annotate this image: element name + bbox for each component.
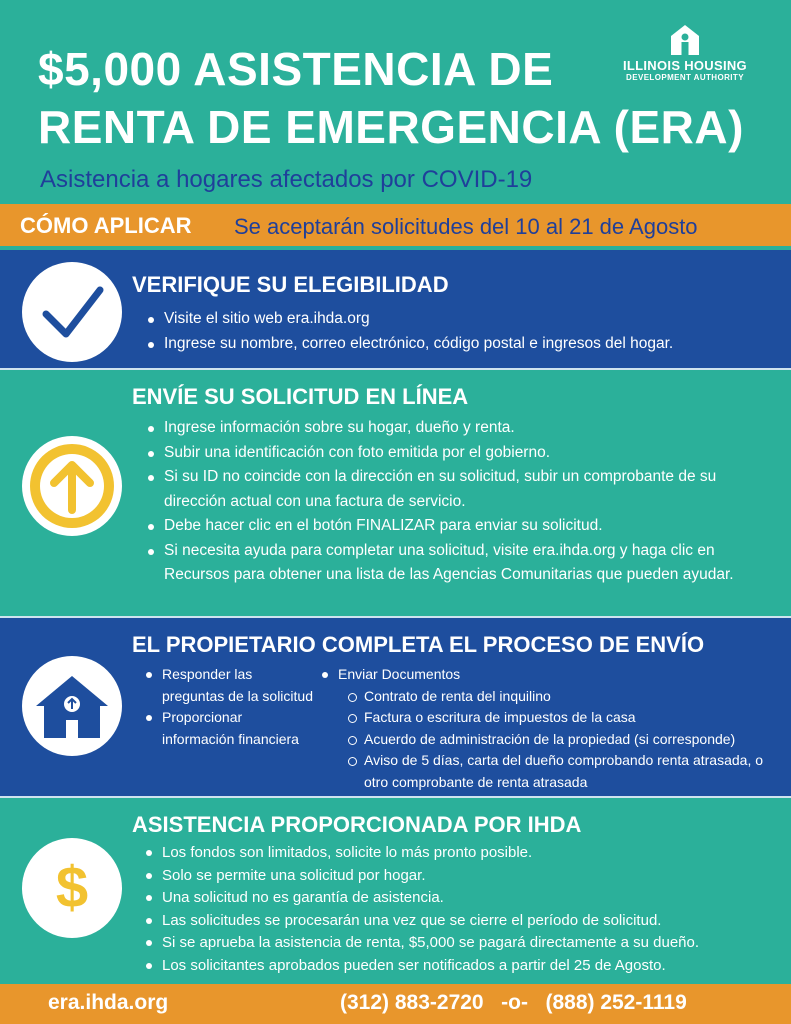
submit-list — [146, 416, 766, 588]
title-line-2: RENTA DE EMERGENCIA (ERA) — [38, 101, 744, 153]
list-item: Los solicitantes aprobados pueden ser notificados a partir del 25 de Agosto. — [144, 955, 784, 978]
assistance-list — [144, 842, 784, 977]
landlord-title: EL PROPIETARIO COMPLETA EL PROCESO DE ENVÍO — [132, 632, 705, 657]
sub-list-item: Acuerdo de administración de la propiedad (si corresponde) — [346, 729, 790, 751]
list-item: Debe hacer clic en el botón FINALIZAR para enviar su solicitud. — [146, 514, 766, 539]
checkmark-icon — [22, 262, 122, 362]
phone-number-1[interactable]: (312) 883-2720 — [340, 991, 484, 1014]
logo-line-2: DEVELOPMENT AUTHORITY — [626, 73, 744, 82]
how-to-apply-bar — [0, 204, 791, 246]
assistance-title: ASISTENCIA PROPORCIONADA POR IHDA — [132, 812, 582, 837]
phone-separator: -o- — [501, 991, 528, 1014]
ihda-logo — [610, 24, 760, 82]
landlord-section — [0, 618, 791, 796]
list-item: Responder las preguntas de la solicitud — [144, 664, 314, 707]
list-item: Las solicitudes se procesarán una vez que se cierre el período de solicitud. — [144, 910, 784, 933]
list-item: Subir una identificación con foto emitida por el gobierno. — [146, 441, 766, 466]
sub-list-item: Aviso de 5 días, carta del dueño comprobando renta atrasada, o otro comprobante de renta atrasada — [346, 750, 790, 793]
docs-label: Enviar Documentos — [338, 666, 461, 682]
list-item: Si necesita ayuda para completar una solicitud, visite era.ihda.org y haga clic en Recursos para obtener una lista de las Agencias Comunitarias que pueden ayudar. — [146, 539, 766, 588]
assistance-icon-circle — [22, 838, 122, 938]
landlord-left-list — [144, 664, 314, 750]
arrow-up-icon — [22, 436, 122, 536]
list-item: Los fondos son limitados, solicite lo más pronto posible. — [144, 842, 784, 865]
house-logo-icon — [670, 24, 700, 56]
eligibility-list — [146, 307, 776, 356]
list-item: Proporcionar información financiera — [144, 707, 314, 750]
list-item: Ingrese su nombre, correo electrónico, código postal e ingresos del hogar. — [146, 332, 776, 357]
phone-number-2[interactable]: (888) 252-1119 — [545, 991, 687, 1014]
eligibility-title: VERIFIQUE SU ELEGIBILIDAD — [132, 272, 449, 297]
eligibility-icon-circle — [22, 262, 122, 362]
application-dates: Se aceptarán solicitudes del 10 al 21 de Agosto — [234, 214, 698, 239]
list-item: Una solicitud no es garantía de asistencia. — [144, 887, 784, 910]
landlord-docs-list — [320, 664, 790, 793]
docs-sublist — [338, 686, 790, 794]
how-to-apply-label: CÓMO APLICAR — [20, 213, 192, 238]
assistance-section — [0, 798, 791, 984]
title-line-1: $5,000 ASISTENCIA DE — [38, 43, 554, 95]
footer-bar — [0, 984, 791, 1024]
landlord-icon-circle — [22, 656, 122, 756]
list-item — [320, 664, 790, 793]
list-item: Si su ID no coincide con la dirección en su solicitud, subir un comprobante de su dirección actual con una factura de servicio. — [146, 465, 766, 514]
dollar-sign-icon: $ — [55, 855, 89, 920]
list-item: Ingrese información sobre su hogar, dueño y renta. — [146, 416, 766, 441]
logo-line-1: ILLINOIS HOUSING — [623, 58, 747, 73]
eligibility-section — [0, 250, 791, 368]
list-item: Si se aprueba la asistencia de renta, $5,000 se pagará directamente a su dueño. — [144, 932, 784, 955]
footer-website-link[interactable]: era.ihda.org — [48, 991, 169, 1014]
sub-list-item: Contrato de renta del inquilino — [346, 686, 790, 708]
header — [0, 0, 791, 200]
submit-icon-circle — [22, 436, 122, 536]
footer-phones — [340, 991, 687, 1015]
submit-title: ENVÍE SU SOLICITUD EN LÍNEA — [132, 384, 469, 409]
list-item: Solo se permite una solicitud por hogar. — [144, 865, 784, 888]
house-icon — [22, 656, 122, 756]
submit-section — [0, 370, 791, 616]
page-subtitle: Asistencia a hogares afectados por COVID-19 — [40, 166, 533, 193]
sub-list-item: Factura o escritura de impuestos de la casa — [346, 707, 790, 729]
list-item: Visite el sitio web era.ihda.org — [146, 307, 776, 332]
